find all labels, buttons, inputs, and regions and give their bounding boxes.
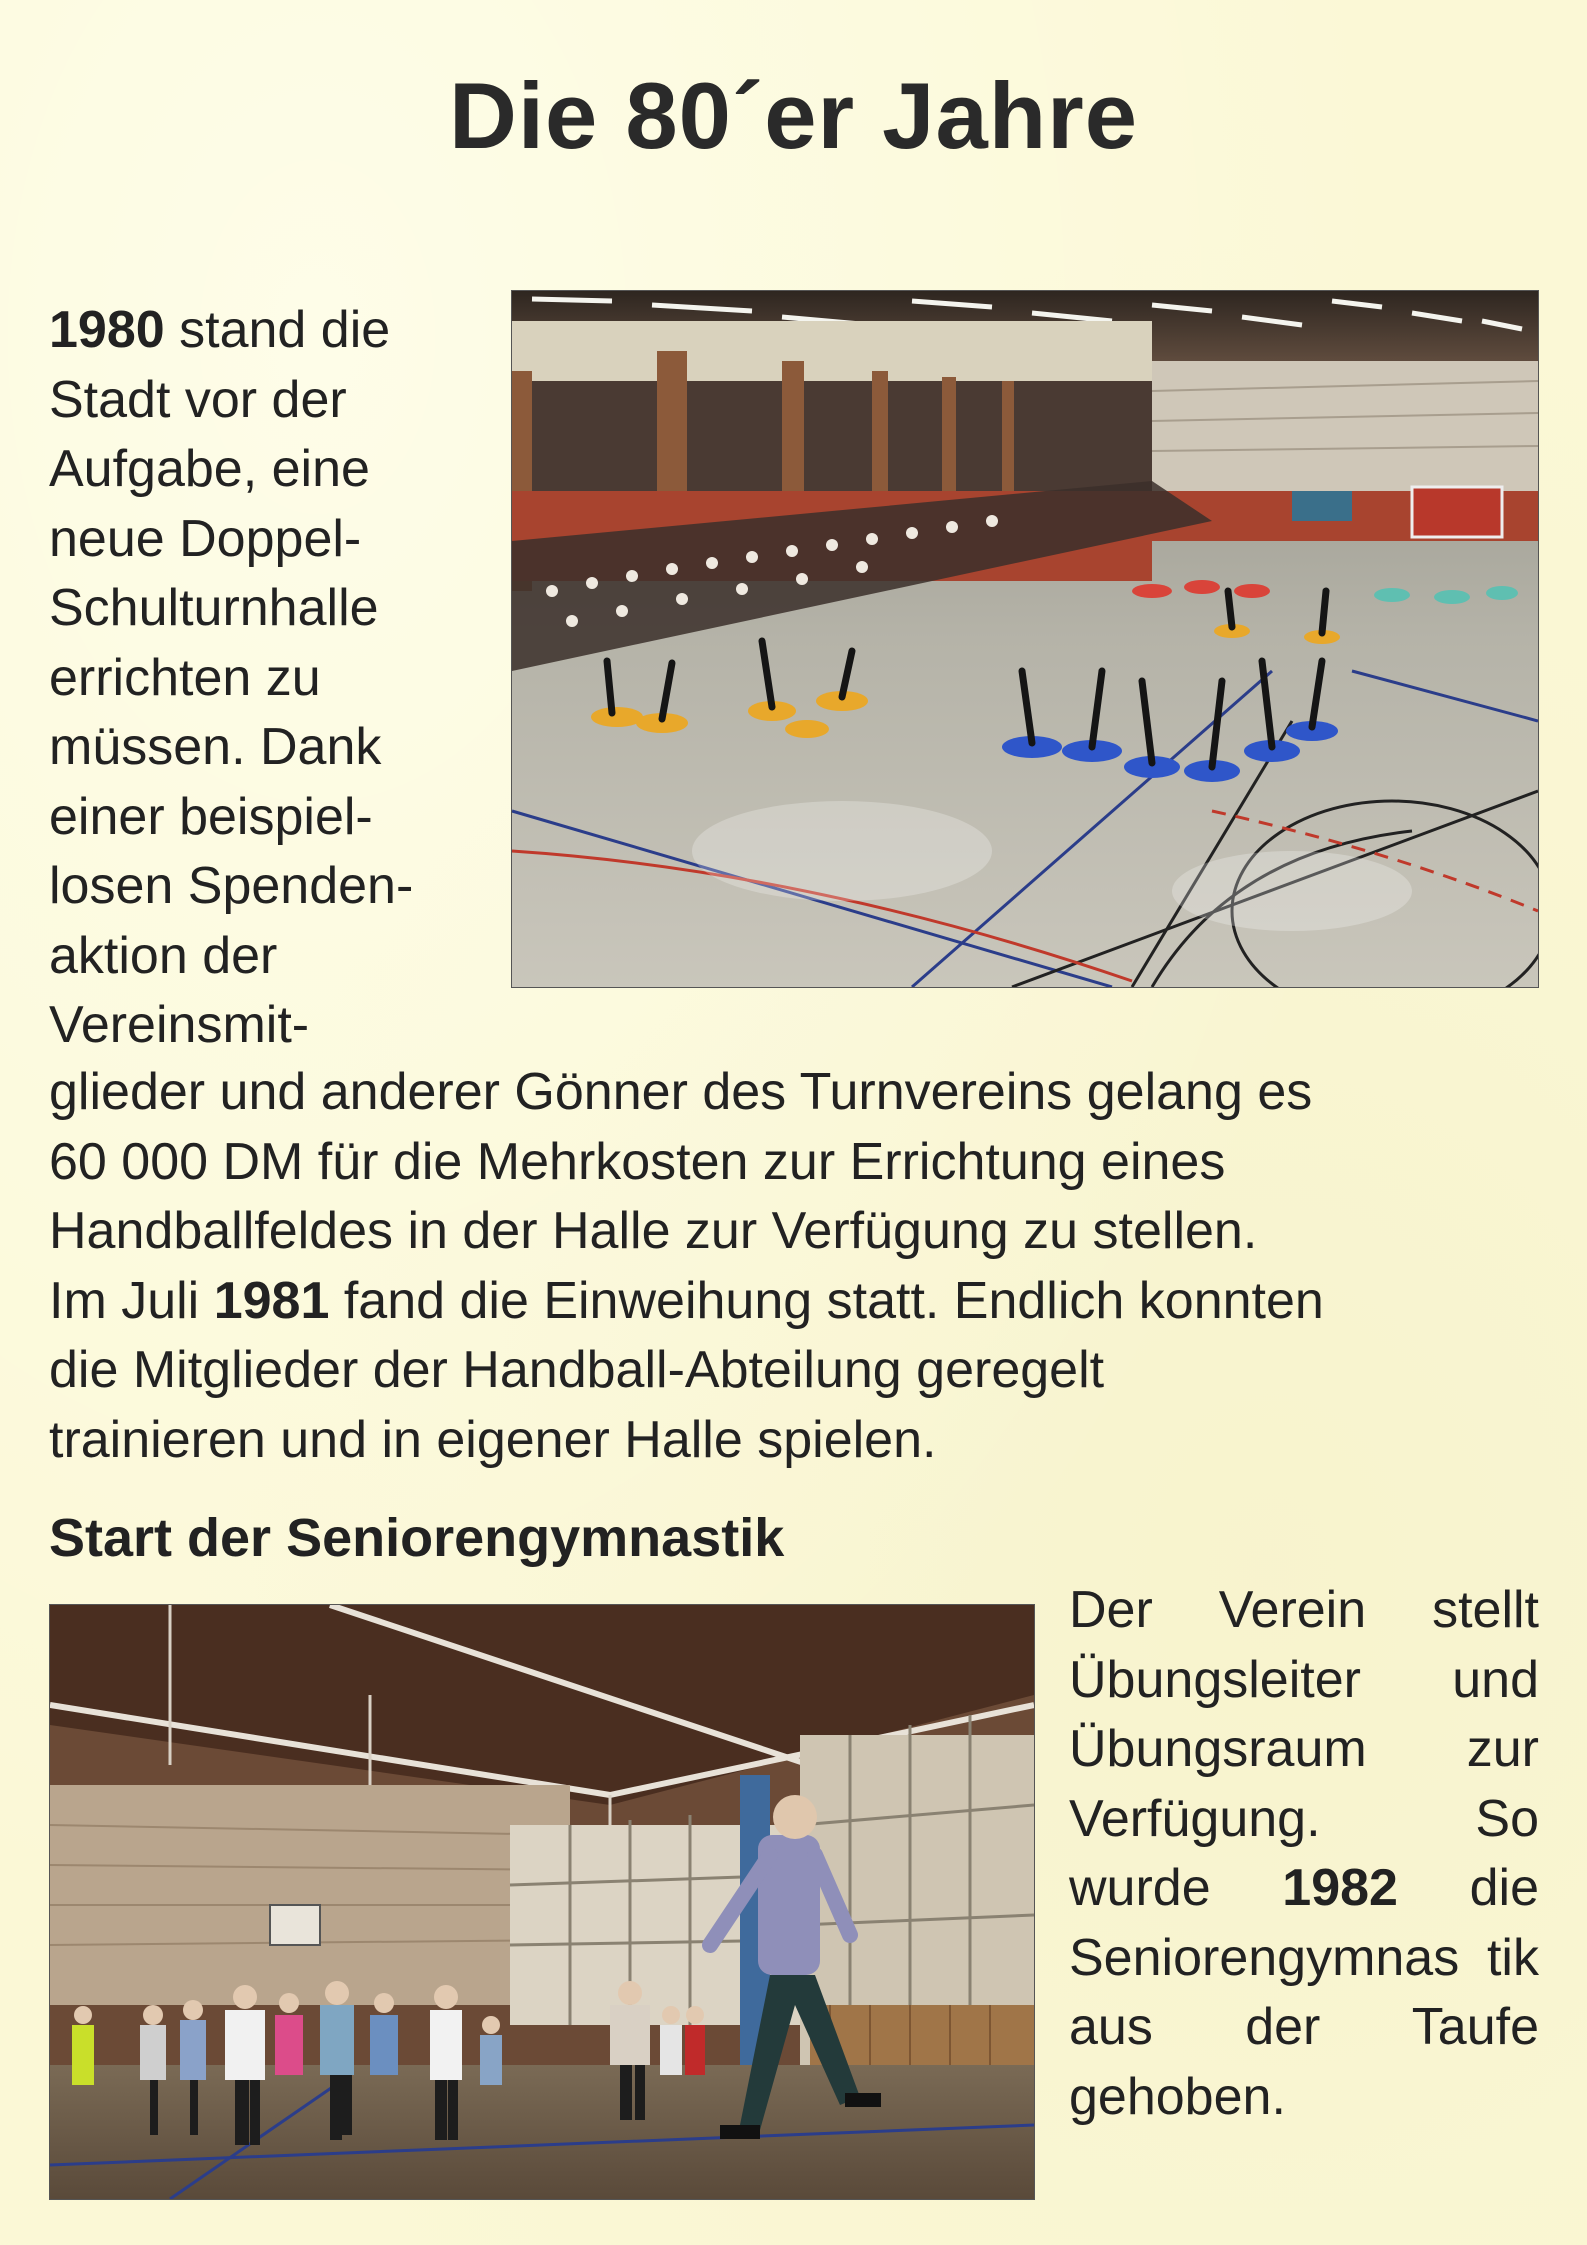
- sports-hall-photo: [511, 290, 1539, 988]
- intro-paragraph: [49, 296, 519, 1061]
- intro-line: müssen. Dank: [49, 718, 382, 776]
- intro-line: Aufgabe, eine: [49, 440, 370, 498]
- intro-year: 1980: [49, 301, 165, 359]
- continuation-paragraph: [49, 1058, 1559, 1475]
- continuation-line: 60 000 DM für die Mehrkosten zur Errichtung eines: [49, 1132, 1226, 1191]
- section-heading: Start der Seniorengymnastik: [49, 1508, 785, 1568]
- continuation-line: trainieren und in eigener Halle spielen.: [49, 1410, 937, 1469]
- continuation-line: glieder und anderer Gönner des Turnvereins gelang es: [49, 1063, 1313, 1121]
- intro-line: errichten zu: [49, 648, 321, 707]
- inauguration-year: 1981: [213, 1271, 330, 1330]
- side-text: die Seniorengymnas tik aus der Taufe gehoben.: [1069, 1859, 1540, 2126]
- side-text: Der Verein stellt Übungsleiter und Übungsraum zur Verfügung. So wurde: [1069, 1581, 1539, 1917]
- intro-line: aktion der: [49, 926, 278, 985]
- continuation-line: Handballfeldes in der Halle zur Verfügung zu stellen.: [49, 1202, 1258, 1260]
- continuation-line: Im Juli: [49, 1271, 214, 1330]
- side-paragraph: [1069, 1576, 1539, 2132]
- intro-line: Stadt vor der: [49, 370, 347, 429]
- intro-line: losen Spenden-: [49, 857, 414, 915]
- senior-gymnastics-photo: [49, 1604, 1035, 2200]
- continuation-line: die Mitglieder der Handball-Abteilung geregelt: [49, 1341, 1105, 1399]
- continuation-line: fand die Einweihung statt. Endlich konnten: [329, 1271, 1324, 1330]
- intro-line: Schulturnhalle: [49, 579, 379, 637]
- intro-line: neue Doppel-: [49, 509, 362, 568]
- intro-line: stand die: [164, 301, 391, 359]
- intro-line: einer beispiel-: [49, 787, 373, 846]
- senior-gymnastics-year: 1982: [1282, 1859, 1398, 1917]
- page-title: Die 80´er Jahre: [448, 63, 1139, 168]
- intro-line: Vereinsmit-: [49, 996, 310, 1054]
